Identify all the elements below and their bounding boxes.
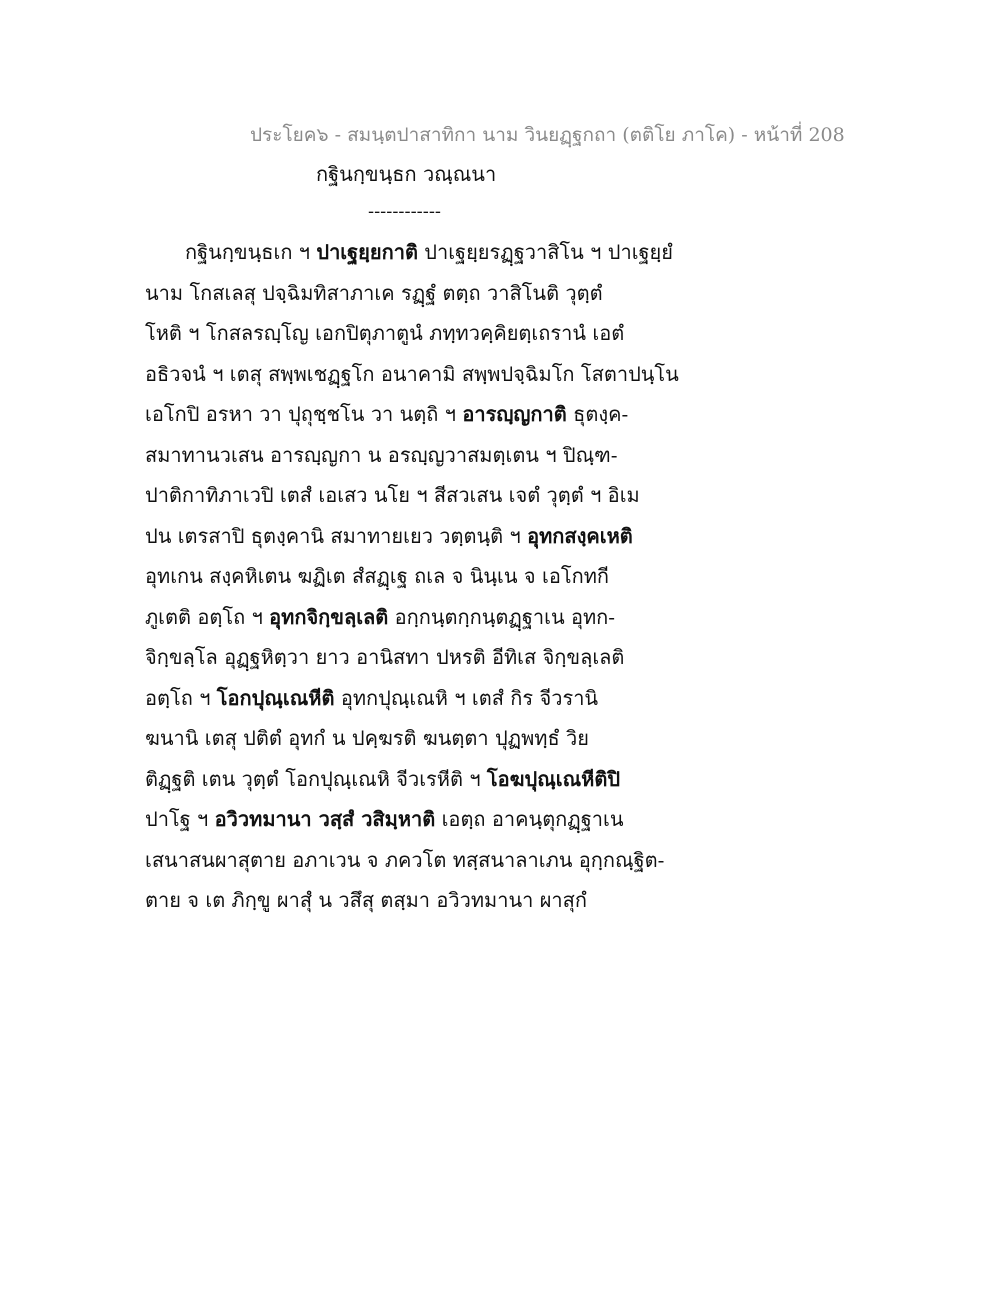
page-header: ประโยค๖ - สมนฺตปาสาทิกา นาม วินยฏฺฐกถา (ตติโย ภาโค) - หน้าที่ 208 [250,124,845,146]
text-segment: เอโกปิ อรหา วา ปุถุชฺชโน วา นตฺถิ ฯ [145,402,463,426]
text-segment: ปาเฐยฺยรฏฺฐวาสิโน ฯ ปาเฐยฺยํ [417,240,673,264]
text-segment: ธุตงฺค- [566,402,629,426]
bold-term: อวิวทมานา วสฺสํ วสิมฺหาติ [214,807,436,831]
text-segment: ปาติกาทิภาเวปิ เตสํ เอเสว นโย ฯ สีสวเสน เจตํ วุตฺตํ ฯ อิเม [145,483,640,507]
section-title: กฐินกฺขนฺธก วณฺณนา [316,162,497,186]
text-line [145,799,685,840]
text-line [145,840,685,881]
text-line [145,394,685,435]
body-text [145,232,685,921]
text-line [145,718,685,759]
text-line [145,435,685,476]
text-segment: ปาโฐ ฯ [145,807,215,831]
text-line [145,516,685,557]
text-line [145,475,685,516]
text-segment: โหติ ฯ โกสลรญฺโญ เอกปิตุภาตูนํ ภทฺทวคฺคิยตฺเถรานํ เอตํ [145,321,625,345]
bold-term: อุทกจิกฺขลฺเลติ [269,604,389,629]
text-segment: สมาทานวเสน อารญฺญกา น อรญฺญวาสมตฺเตน ฯ ปิณฺฑ- [145,442,618,467]
text-segment: ภูเตติ อตฺโถ ฯ [145,604,270,629]
text-segment: อตฺโถ ฯ [145,685,217,710]
text-line [145,597,685,638]
bold-term: โอฆปุณฺเณหีติปิ [486,766,621,791]
text-segment: อุทกปุณฺเณหิ ฯ เตสํ กิร จีวรานิ [334,685,599,710]
text-line [145,313,685,354]
text-line [145,354,685,395]
text-segment: กฐินกฺขนฺธเก ฯ [185,240,317,264]
text-line [145,556,685,597]
text-segment: ปน เตรสาปิ ธุตงฺคานิ สมาทายเยว วตฺตนฺติ ฯ [145,523,528,548]
text-segment: เสนาสนผาสุตาย อภาเวน จ ภควโต ทสฺสนาลาเภน อุกฺกณฺฐิต- [145,847,665,872]
text-segment: ฆนานิ เตสุ ปติตํ อุทกํ น ปคฺฆรติ ฆนตฺตา ปุฏพทฺธํ วิย [145,726,589,750]
text-segment: เอตฺถ อาคนฺตุกฏฺฐาเน [435,807,624,831]
bold-term: ปาเฐยฺยกาติ [316,240,418,264]
text-segment: จิกฺขลฺโล อุฏฺฐหิตฺวา ยาว อานิสทา ปหรติ อีทิเส จิกฺขลฺเลติ [145,645,625,669]
text-line [145,880,685,921]
text-segment: อกฺกนฺตกฺกนฺตฏฺฐาเน อุทก- [388,604,616,629]
text-segment: อุทเกน สงฺคหิเตน ฆฏิเต สํสฏฺเฐ ถเล จ นินฺเน จ เอโกทกี [145,564,609,588]
text-line [145,273,685,314]
divider: ------------ [368,201,441,222]
text-segment: ตาย จ เต ภิกฺขู ผาสุํ น วสึสุ ตสฺมา อวิวทมานา ผาสุกํ [145,888,587,912]
text-line [145,637,685,678]
bold-term: อุทกสงฺคเหติ [527,523,633,548]
bold-term: โอกปุณฺเณหีติ [216,685,335,710]
text-line [145,232,685,273]
text-segment: ติฏฺฐติ เตน วุตฺตํ โอกปุณฺเณหิ จีวเรหีติ ฯ [145,766,487,791]
text-segment: อธิวจนํ ฯ เตสุ สพฺพเชฏฺฐโก อนาคามิ สพฺพปจฺฉิมโก โสตาปนฺโน [145,361,679,386]
text-line [145,759,685,800]
text-line [145,678,685,719]
text-segment: นาม โกสเลสุ ปจฺฉิมทิสาภาเค รฏฺฐํ ตตฺถ วาสิโนติ วุตฺตํ [145,280,603,305]
bold-term: อารญฺญกาติ [462,402,567,426]
